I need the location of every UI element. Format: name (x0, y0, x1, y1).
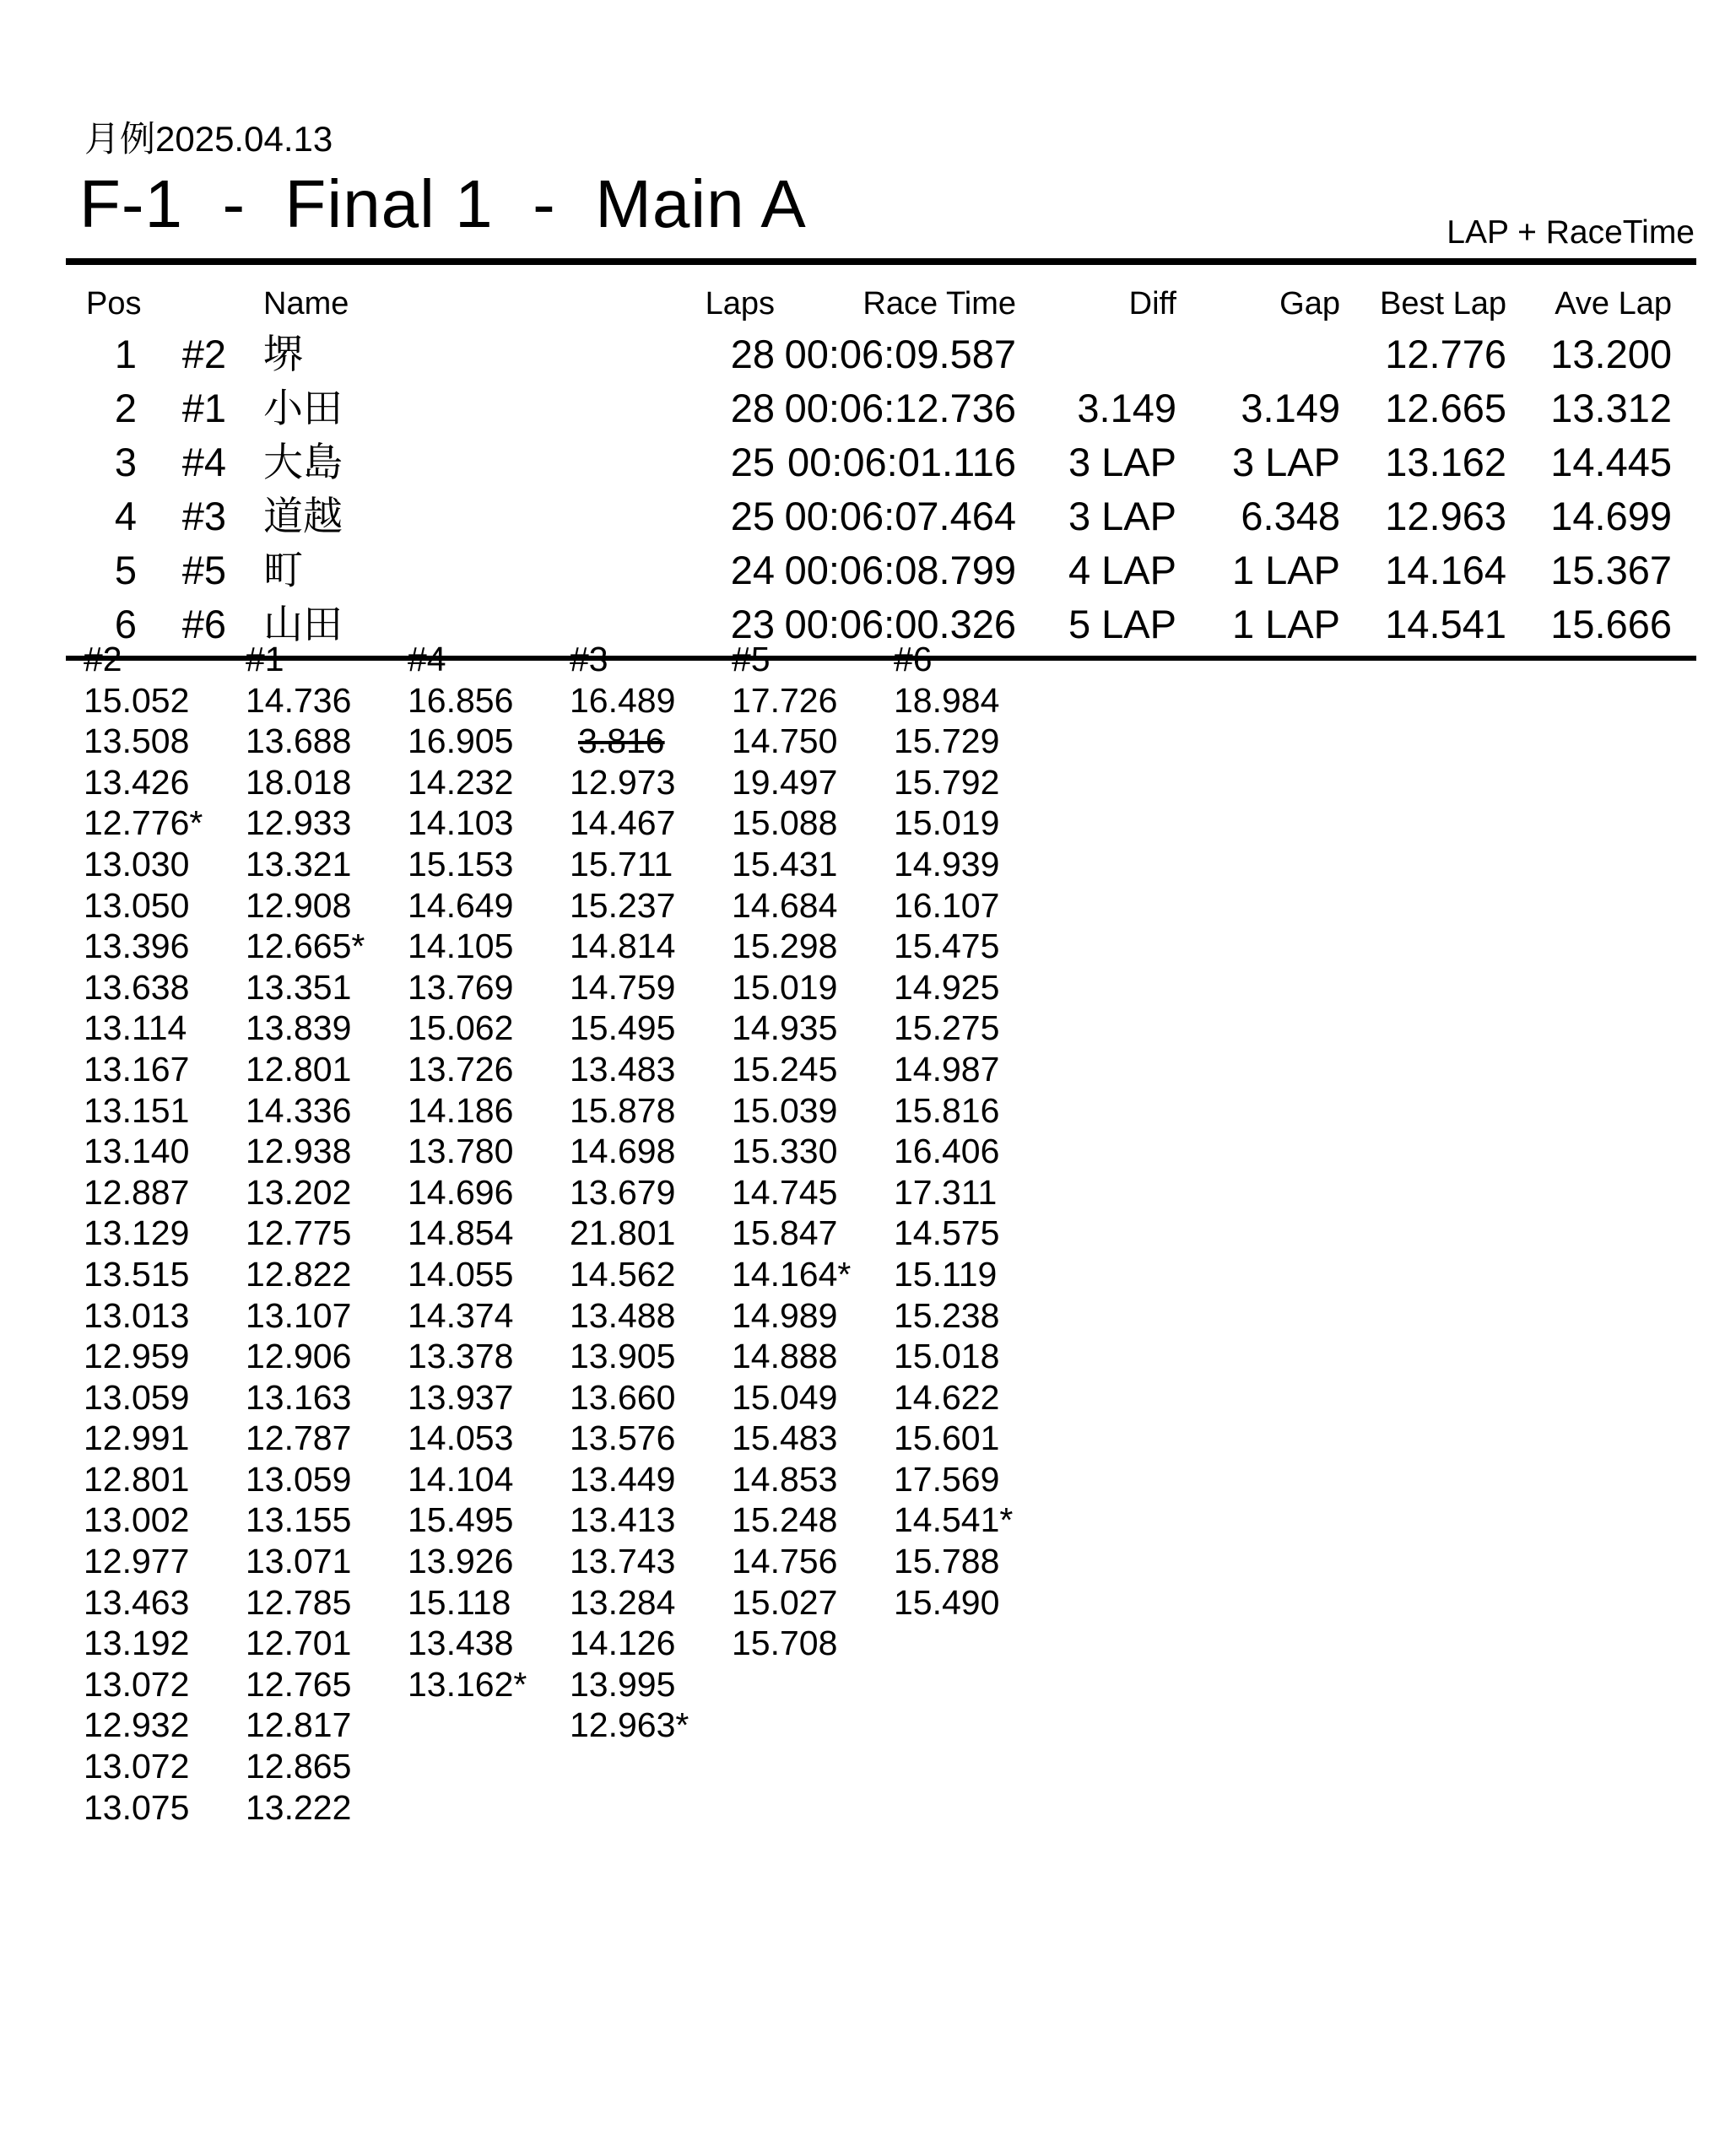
lap-time: 14.925 (894, 967, 1000, 1007)
lap-time: 13.926 (408, 1542, 514, 1581)
result-laps: 24 (730, 548, 775, 592)
lap-time: 13.396 (84, 927, 190, 966)
lap-time: 13.075 (84, 1787, 190, 1827)
lap-time: 12.977 (84, 1542, 190, 1581)
result-car-number: #2 (181, 332, 226, 376)
lap-time: 14.186 (408, 1090, 514, 1130)
result-driver-name: 堺 (263, 332, 303, 376)
lap-time: 12.775 (246, 1213, 352, 1253)
lap-time: 13.438 (408, 1624, 514, 1663)
lap-time: 14.104 (408, 1459, 514, 1499)
lap-time: 13.071 (246, 1542, 352, 1581)
lap-time: 15.816 (894, 1090, 1000, 1130)
result-best-lap: 14.541 (1385, 602, 1506, 646)
lap-time: 15.729 (894, 721, 1000, 761)
lap-time: 15.245 (732, 1049, 838, 1089)
lap-time: 15.018 (894, 1337, 1000, 1376)
lap-time: 14.562 (570, 1254, 676, 1294)
results-col-header-best-lap: Best Lap (1380, 286, 1506, 322)
result-ave-lap: 14.699 (1550, 494, 1672, 538)
results-col-header-car (137, 280, 226, 327)
result-gap (1176, 327, 1340, 381)
lap-time: 15.792 (894, 762, 1000, 802)
lap-column-6 (894, 639, 1056, 1623)
lap-time: 13.638 (84, 967, 190, 1007)
result-race-time: 00:06:08.799 (784, 548, 1016, 592)
lap-time: 12.933 (246, 803, 352, 843)
lap-time: 15.475 (894, 927, 1000, 966)
lap-time: 13.072 (84, 1664, 190, 1704)
result-diff: 3.149 (1077, 386, 1176, 430)
lap-time: 13.660 (570, 1377, 676, 1417)
result-best-lap: 12.665 (1385, 386, 1506, 430)
lap-time: 12.817 (246, 1705, 352, 1745)
results-col-header-name: Name (263, 286, 349, 322)
result-gap: 6.348 (1241, 494, 1340, 538)
lap-time: 15.490 (894, 1582, 1000, 1622)
result-ave-lap: 15.367 (1550, 548, 1672, 592)
result-best-lap: 12.776 (1385, 332, 1506, 376)
lap-time: 14.684 (732, 885, 838, 925)
lap-time: 14.756 (732, 1542, 838, 1581)
lap-time: 17.311 (894, 1172, 998, 1212)
event-date: 月例2025.04.13 (84, 119, 333, 159)
lap-time: 15.019 (894, 803, 1000, 843)
result-car-number: #3 (181, 494, 226, 538)
lap-column-header: #3 (570, 640, 608, 678)
lap-time: 13.515 (84, 1254, 190, 1294)
lap-time: 13.072 (84, 1747, 190, 1786)
lap-time: 13.769 (408, 967, 514, 1007)
result-gap: 1 LAP (1231, 548, 1340, 592)
lap-time: 12.959 (84, 1337, 190, 1376)
lap-time: 13.426 (84, 762, 190, 802)
results-col-header-gap: Gap (1279, 286, 1340, 322)
result-race-time: 00:06:01.116 (787, 440, 1016, 484)
lap-time: 13.937 (408, 1377, 514, 1417)
lap-time: 21.801 (570, 1213, 676, 1253)
lap-column-header: #2 (84, 640, 122, 678)
result-laps: 25 (730, 494, 775, 538)
lap-time: 14.854 (408, 1213, 514, 1253)
lap-time: 12.932 (84, 1705, 190, 1745)
result-diff: 3 LAP (1068, 494, 1176, 538)
lap-time: 13.002 (84, 1500, 190, 1540)
result-car-number: #4 (181, 440, 226, 484)
lap-time: 17.726 (732, 680, 838, 720)
result-car-number: #5 (181, 548, 226, 592)
lap-time: 12.865 (246, 1747, 352, 1786)
lap-time: 13.905 (570, 1337, 676, 1376)
lap-time: 12.701 (246, 1624, 352, 1663)
result-driver-name: 山田 (263, 602, 343, 646)
lap-time: 13.192 (84, 1624, 190, 1663)
lap-time: 13.351 (246, 967, 352, 1007)
lap-time: 14.126 (570, 1624, 676, 1663)
lap-time: 13.743 (570, 1542, 676, 1581)
result-best-lap: 14.164 (1385, 548, 1506, 592)
lap-time: 14.103 (408, 803, 514, 843)
lap-time: 16.905 (408, 721, 514, 761)
lap-time: 13.155 (246, 1500, 352, 1540)
lap-time: 13.107 (246, 1295, 352, 1335)
lap-time: 15.711 (570, 844, 673, 883)
result-diff: 5 LAP (1068, 602, 1176, 646)
result-laps: 28 (730, 332, 775, 376)
result-best-lap: 12.963 (1385, 494, 1506, 538)
lap-time: 13.576 (570, 1418, 676, 1458)
lap-time: 14.541* (894, 1500, 1014, 1540)
lap-time: 12.973 (570, 762, 676, 802)
result-ave-lap: 13.312 (1550, 386, 1672, 430)
lap-time: 13.378 (408, 1337, 514, 1376)
lap-time: 14.989 (732, 1295, 838, 1335)
results-col-header-diff: Diff (1128, 286, 1176, 322)
lap-time: 15.248 (732, 1500, 838, 1540)
lap-time: 13.688 (246, 721, 352, 761)
lap-time: 13.726 (408, 1049, 514, 1089)
lap-time: 13.050 (84, 885, 190, 925)
result-pos: 1 (114, 332, 137, 376)
lap-time: 15.238 (894, 1295, 1000, 1335)
lap-time: 15.237 (570, 885, 676, 925)
lap-time: 13.679 (570, 1172, 676, 1212)
lap-column-header: #6 (894, 640, 933, 678)
title-divider (66, 258, 1696, 265)
lap-time: 14.987 (894, 1049, 1000, 1089)
lap-time: 13.163 (246, 1377, 352, 1417)
result-ave-lap: 14.445 (1550, 440, 1672, 484)
result-ave-lap: 15.666 (1550, 602, 1672, 646)
results-col-header-ave-lap: Ave Lap (1555, 286, 1672, 322)
lap-time: 16.406 (894, 1132, 1000, 1171)
lap-time: 13.488 (570, 1295, 676, 1335)
lap-time: 12.765 (246, 1664, 352, 1704)
lap-time: 15.118 (408, 1582, 511, 1622)
lap-time: 13.202 (246, 1172, 352, 1212)
result-diff: 4 LAP (1068, 548, 1176, 592)
lap-time: 13.222 (246, 1787, 352, 1827)
lap-time: 12.785 (246, 1582, 352, 1622)
lap-column-2 (84, 639, 246, 1828)
lap-time: 13.483 (570, 1049, 676, 1089)
result-ave-lap: 13.200 (1550, 332, 1672, 376)
result-pos: 4 (114, 494, 137, 538)
lap-time: 14.698 (570, 1132, 676, 1171)
lap-time: 13.508 (84, 721, 190, 761)
lap-time: 14.053 (408, 1418, 514, 1458)
lap-time: 13.151 (84, 1090, 190, 1130)
result-pos: 6 (114, 602, 137, 646)
lap-time: 14.374 (408, 1295, 514, 1335)
lap-column-header: #1 (246, 640, 284, 678)
result-driver-name: 大島 (263, 440, 343, 484)
lap-time: 14.814 (570, 927, 676, 966)
lap-time: 14.622 (894, 1377, 1000, 1417)
lap-time: 15.431 (732, 844, 838, 883)
lap-time: 13.059 (84, 1377, 190, 1417)
lap-time: 14.935 (732, 1008, 838, 1048)
lap-time: 16.107 (894, 885, 1000, 925)
lap-time: 15.275 (894, 1008, 1000, 1048)
lap-time: 14.853 (732, 1459, 838, 1499)
lap-time: 15.052 (84, 680, 190, 720)
result-driver-name: 町 (263, 548, 303, 592)
result-car-number: #6 (181, 602, 226, 646)
lap-time: 15.878 (570, 1090, 676, 1130)
lap-time: 12.887 (84, 1172, 190, 1212)
lap-time: 19.497 (732, 762, 838, 802)
lap-time: 13.167 (84, 1049, 190, 1089)
lap-time: 15.119 (894, 1254, 998, 1294)
lap-time: 14.336 (246, 1090, 352, 1130)
lap-time: 14.649 (408, 885, 514, 925)
lap-time: 12.908 (246, 885, 352, 925)
result-driver-name: 小田 (263, 386, 343, 430)
lap-time: 15.019 (732, 967, 838, 1007)
lap-time: 13.013 (84, 1295, 190, 1335)
lap-time: 12.801 (84, 1459, 190, 1499)
lap-time: 15.049 (732, 1377, 838, 1417)
lap-time: 15.601 (894, 1418, 1000, 1458)
lap-time: 14.736 (246, 680, 352, 720)
result-pos: 3 (114, 440, 137, 484)
lap-time: 12.787 (246, 1418, 352, 1458)
lap-time: 15.330 (732, 1132, 838, 1171)
result-diff: 3 LAP (1068, 440, 1176, 484)
lap-times-chart (84, 639, 1056, 1828)
lap-time: 15.027 (732, 1582, 838, 1622)
lap-time: 13.140 (84, 1132, 190, 1171)
lap-time: 15.483 (732, 1418, 838, 1458)
lap-time: 14.750 (732, 721, 838, 761)
lap-time: 16.489 (570, 680, 676, 720)
result-race-time: 00:06:12.736 (784, 386, 1016, 430)
lap-time: 15.847 (732, 1213, 838, 1253)
lap-column-4 (408, 639, 570, 1705)
lap-time: 12.801 (246, 1049, 352, 1089)
lap-time: 15.153 (408, 844, 514, 883)
results-col-header-pos: Pos (86, 286, 142, 322)
lap-time: 13.449 (570, 1459, 676, 1499)
lap-time: 18.018 (246, 762, 352, 802)
result-driver-name: 道越 (263, 494, 343, 538)
lap-time: 14.164* (732, 1254, 852, 1294)
lap-time: 14.232 (408, 762, 514, 802)
lap-time: 13.129 (84, 1213, 190, 1253)
lap-time: 14.055 (408, 1254, 514, 1294)
lap-time: 18.984 (894, 680, 1000, 720)
lap-time: 15.088 (732, 803, 838, 843)
lap-time: 12.906 (246, 1337, 352, 1376)
lap-time: 13.059 (246, 1459, 352, 1499)
lap-time: 13.413 (570, 1500, 676, 1540)
result-pos: 5 (114, 548, 137, 592)
result-gap: 3.149 (1241, 386, 1340, 430)
result-pos: 2 (114, 386, 137, 430)
lap-time: 12.776* (84, 803, 203, 843)
result-car-number: #1 (181, 386, 226, 430)
lap-time: 15.708 (732, 1624, 838, 1663)
lap-column-header: #5 (732, 640, 771, 678)
lap-time: 14.105 (408, 927, 514, 966)
result-laps: 23 (730, 602, 775, 646)
results-col-header-race-time: Race Time (862, 286, 1016, 322)
lap-time: 15.298 (732, 927, 838, 966)
lap-time: 12.938 (246, 1132, 352, 1171)
result-race-time: 00:06:07.464 (784, 494, 1016, 538)
lap-time: 14.939 (894, 844, 1000, 883)
lap-time: 12.822 (246, 1254, 352, 1294)
lap-column-5 (732, 639, 894, 1664)
lap-time: 13.162* (408, 1664, 527, 1704)
lap-column-1 (246, 639, 408, 1828)
lap-time: 15.039 (732, 1090, 838, 1130)
result-laps: 28 (730, 386, 775, 430)
lap-time: 12.991 (84, 1418, 190, 1458)
result-gap: 1 LAP (1231, 602, 1340, 646)
result-laps: 25 (730, 440, 775, 484)
lap-time: 14.696 (408, 1172, 514, 1212)
lap-time: 15.062 (408, 1008, 514, 1048)
lap-time-struck: 3.816 (578, 721, 665, 761)
lap-time: 14.745 (732, 1172, 838, 1212)
lap-time: 13.839 (246, 1008, 352, 1048)
lap-time: 14.759 (570, 967, 676, 1007)
lap-time: 13.284 (570, 1582, 676, 1622)
lap-time: 13.463 (84, 1582, 190, 1622)
lap-time: 15.788 (894, 1542, 1000, 1581)
result-diff (1016, 327, 1176, 381)
timing-mode-label: LAP + RaceTime (1447, 214, 1695, 251)
results-col-header-laps: Laps (705, 286, 775, 322)
results-table (66, 280, 1672, 651)
lap-time: 13.030 (84, 844, 190, 883)
lap-time: 14.888 (732, 1337, 838, 1376)
lap-time: 15.495 (570, 1008, 676, 1048)
lap-time: 12.963* (570, 1705, 689, 1745)
lap-time: 16.856 (408, 680, 514, 720)
lap-time: 12.665* (246, 927, 365, 966)
result-gap: 3 LAP (1231, 440, 1340, 484)
lap-time: 15.495 (408, 1500, 514, 1540)
lap-column-3 (570, 639, 732, 1746)
lap-time: 13.114 (84, 1008, 187, 1048)
page-title: F-1 - Final 1 - Main A (79, 166, 807, 241)
lap-time: 13.321 (246, 844, 352, 883)
result-best-lap: 13.162 (1385, 440, 1506, 484)
result-race-time: 00:06:00.326 (784, 602, 1016, 646)
lap-time: 14.467 (570, 803, 676, 843)
lap-time: 13.995 (570, 1664, 676, 1704)
result-race-time: 00:06:09.587 (784, 332, 1016, 376)
lap-time: 17.569 (894, 1459, 1000, 1499)
lap-column-header: #4 (408, 640, 446, 678)
lap-time: 14.575 (894, 1213, 1000, 1253)
lap-time: 13.780 (408, 1132, 514, 1171)
